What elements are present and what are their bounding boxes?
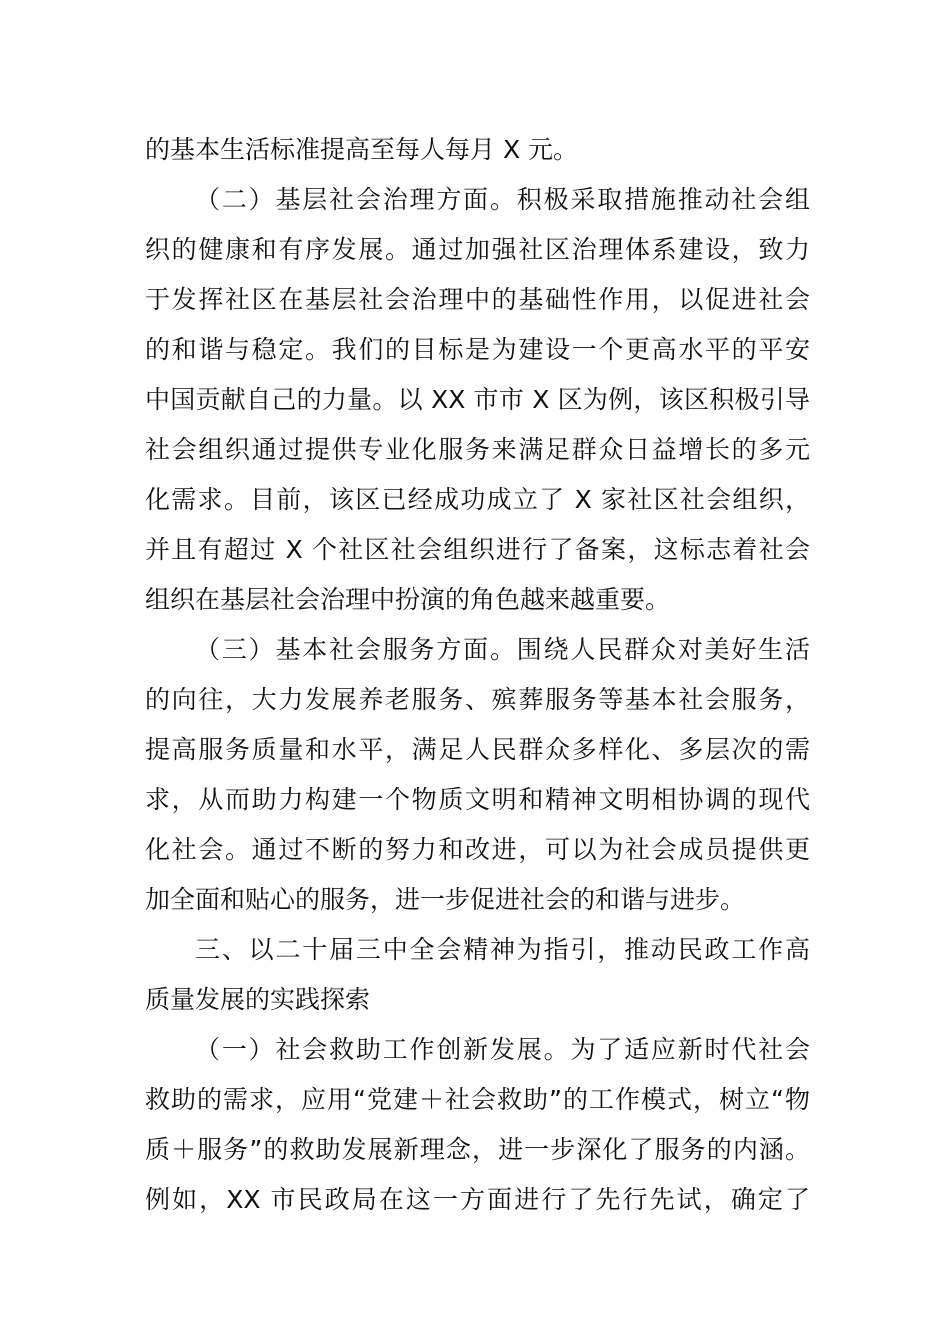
document-body <box>145 125 810 1225</box>
paragraph-line: 织的健康和有序发展。通过加强社区治理体系建设，致力 <box>145 235 810 264</box>
paragraph-line: 例如，XX 市民政局在这一方面进行了先行先试，确定了 <box>145 1185 810 1214</box>
paragraph-line: 提高服务质量和水平，满足人民群众多样化、多层次的需 <box>145 735 810 764</box>
paragraph-line: 并且有超过 X 个社区社会组织进行了备案，这标志着社会 <box>145 535 810 564</box>
section-heading-line: 质量发展的实践探索 <box>145 985 371 1014</box>
paragraph-line: 组织在基层社会治理中扮演的角色越来越重要。 <box>145 585 671 614</box>
paragraph-line: 求，从而助力构建一个物质文明和精神文明相协调的现代 <box>145 785 810 814</box>
section-heading-line: 三、以二十届三中全会精神为指引，推动民政工作高 <box>195 935 810 964</box>
paragraph-line: 化需求。目前，该区已经成功成立了 X 家社区社会组织， <box>145 485 810 514</box>
paragraph-line: 的和谐与稳定。我们的目标是为建设一个更高水平的平安 <box>145 335 810 364</box>
paragraph-line: 救助的需求，应用“党建＋社会救助”的工作模式，树立“物 <box>145 1085 810 1114</box>
paragraph-line: 加全面和贴心的服务，进一步促进社会的和谐与进步。 <box>145 885 746 914</box>
paragraph-line: （三）基本社会服务方面。围绕人民群众对美好生活 <box>195 635 810 664</box>
paragraph-line: 于发挥社区在基层社会治理中的基础性作用，以促进社会 <box>145 285 810 314</box>
paragraph-line: 化社会。通过不断的努力和改进，可以为社会成员提供更 <box>145 835 810 864</box>
paragraph-line: 社会组织通过提供专业化服务来满足群众日益增长的多元 <box>145 435 810 464</box>
paragraph-line: 的基本生活标准提高至每人每月 X 元。 <box>145 135 579 164</box>
paragraph-line: 质＋服务”的救助发展新理念，进一步深化了服务的内涵。 <box>145 1135 810 1164</box>
paragraph-line: 中国贡献自己的力量。以 XX 市市 X 区为例，该区积极引导 <box>145 385 810 414</box>
paragraph-line: （二）基层社会治理方面。积极采取措施推动社会组 <box>195 185 810 214</box>
paragraph-line: 的向往，大力发展养老服务、殡葬服务等基本社会服务， <box>145 685 810 714</box>
paragraph-line: （一）社会救助工作创新发展。为了适应新时代社会 <box>195 1035 810 1064</box>
